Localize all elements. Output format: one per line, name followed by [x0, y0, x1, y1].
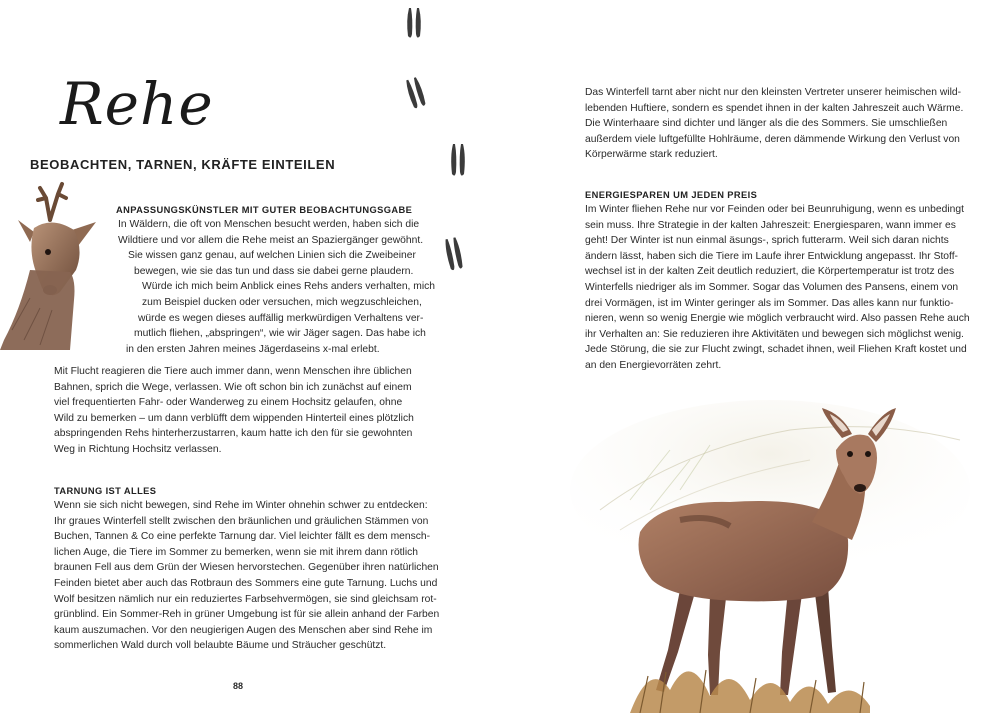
text-line: sein muss. Ihre Strategie in der kalten Jahreszeit: Energiesparen, wann immer es — [585, 219, 956, 231]
text-line: braunen Fell aus dem Grün der Wiesen hervorstechen. Gegenüber ihren natürlichen — [54, 562, 439, 574]
text-line: abspringenden Rehs hinterherzustarren, kaum hatte ich den für sie gewohnten — [54, 428, 413, 440]
section-heading-anpassung: ANPASSUNGSKÜNSTLER MIT GUTER BEOBACHTUNGSGABE — [116, 205, 413, 215]
flight-paragraph — [54, 364, 414, 458]
winterfell-paragraph — [585, 85, 963, 163]
section-anpassung-text — [118, 217, 435, 357]
text-line: mutlich fliehen, „abspringen“, wie wir Jäger sagen. Das habe ich — [134, 328, 426, 340]
text-line: Jede Störung, die sie zur Flucht zwingt, schadet ihnen, weil Fliehen Kraft kostet und — [585, 344, 967, 356]
text-line: viel frequentierten Fahr- oder Wanderweg zu einem Hochsitz gelaufen, ohne — [54, 397, 403, 409]
roe-buck-head-illustration — [0, 180, 112, 350]
text-line: In Wäldern, die oft von Menschen besucht werden, haben sich die — [118, 219, 420, 230]
text-line: Wolf besitzen nämlich nur ein reduziertes Farbsehvermögen, sie sind gleichsam rot- — [54, 593, 437, 605]
text-line: kaum auszumachen. Vor den neugierigen Augen des Menschen aber sind Rehe im — [54, 624, 433, 636]
text-line: Feinden bietet aber auch das Rotbraun des Sommers eine gute Tarnung. Luchs und — [54, 577, 438, 589]
text-line: Mit Flucht reagieren die Tiere auch immer dann, wenn Menschen ihre üblichen — [54, 366, 412, 377]
section-heading-tarnung: TARNUNG IST ALLES — [54, 486, 157, 496]
section-heading-energiesparen: ENERGIESPAREN UM JEDEN PREIS — [585, 190, 758, 200]
text-line: in den ersten Jahren meines Jägerdaseins x-mal erlebt. — [126, 343, 380, 355]
hoof-track-icon — [448, 142, 468, 180]
page-title: Rehe — [60, 70, 214, 138]
text-line: geht! Der Winter ist nun einmal äsungs-, sprich futterarm. Weil sich daran nichts — [585, 235, 949, 247]
text-line: Sie wissen ganz genau, auf welchen Linien sich die Zweibeiner — [128, 250, 416, 262]
text-line: würde es wegen dieses auffällig merkwürdigen Verhaltens ver- — [138, 312, 424, 324]
text-line: ändern lässt, haben sich die Tiere im Laufe ihrer Entwicklung angepasst. Ihr Stoff- — [585, 250, 958, 262]
hoof-track-icon — [442, 236, 466, 274]
text-line: sommerlichen Wald durch voll belaubte Bäume und Sträucher geschützt. — [54, 640, 387, 652]
text-line: an den Energievorräten zehrt. — [585, 359, 722, 371]
text-line: Die Winterhaare sind dichter und länger als die des Sommers. Sie umschließen — [585, 118, 948, 130]
text-line: nieren, wenn so wenig Energie wie möglich verbraucht wird. Also passen Rehe auch — [585, 313, 970, 325]
text-line: drei Vormägen, ist im Winter geringer als im Sommer. Das alles kann nur funktio- — [585, 297, 954, 309]
text-line: Im Winter fliehen Rehe nur vor Feinden oder bei Beunruhigung, wenn es unbedingt — [585, 204, 964, 215]
text-line: Würde ich mich beim Anblick eines Rehs anders verhalten, mich — [142, 281, 436, 293]
text-line: grünblind. Ein Sommer-Reh in grüner Umgebung ist für sie allein anhand der Farben — [54, 609, 440, 621]
hoof-track-icon — [404, 76, 428, 112]
text-line: bewegen, wie sie das tun und dass sie dabei gerne plaudern. — [134, 265, 414, 277]
text-line: Körperwärme stark reduziert. — [585, 149, 718, 161]
text-line: zum Beispiel ducken oder versuchen, mich wegzuschleichen, — [142, 296, 422, 308]
text-line: lebenden Huftiere, sondern es spendet ihnen in der kalten Jahreszeit auch Wärme. — [585, 102, 964, 114]
page-number: 88 — [233, 681, 244, 691]
text-line: ihr Verhalten an: Sie reduzieren ihre Aktivitäten und bewegen sich möglichst wenig. — [585, 328, 964, 340]
roe-doe-illustration — [560, 390, 1008, 713]
text-line: Das Winterfell tarnt aber nicht nur den kleinsten Vertreter unserer heimischen wild- — [585, 87, 962, 98]
text-line: Ihr graues Winterfell stellt zwischen den bräunlichen und gräulichen Stämmen von — [54, 515, 429, 527]
text-line: Weg in Richtung Hochsitz verlassen. — [54, 443, 222, 455]
section-energiesparen-text — [585, 202, 970, 374]
text-line: Buchen, Tannen & Co eine perfekte Tarnung dar. Viel leichter fällt es dem mensch- — [54, 531, 431, 543]
section-tarnung-text — [54, 498, 439, 654]
text-line: Wild zu bemerken – um dann verblüfft dem wippenden Hinterteil eines plötzlich — [54, 412, 414, 424]
hoof-track-icon — [404, 6, 424, 42]
text-line: wechsel ist in der kalten Zeit deutlich reduziert, die Körpertemperatur ist trotz des — [585, 266, 955, 278]
text-line: Wenn sie sich nicht bewegen, sind Rehe im Winter ohnehin schwer zu entdecken: — [54, 500, 428, 511]
text-line: Wildtiere und vor allem die Rehe meist an Spaziergänger gewöhnt. — [118, 234, 424, 246]
text-line: außerdem viele luftgefüllte Hohlräume, deren dämmende Wirkung den Verlust von — [585, 133, 960, 145]
text-line: lichen Auge, die Tiere im Sommer zu bemerken, wenn sie mit ihrem dann rötlich — [54, 546, 418, 558]
text-line: Winterfells niedriger als im Sommer. Sogar das Volumen des Pansens, einem von — [585, 281, 959, 293]
text-line: Bahnen, sprich die Wege, verlassen. Wie oft schon bin ich zunächst auf einem — [54, 381, 412, 393]
page-subtitle: BEOBACHTEN, TARNEN, KRÄFTE EINTEILEN — [30, 157, 336, 172]
